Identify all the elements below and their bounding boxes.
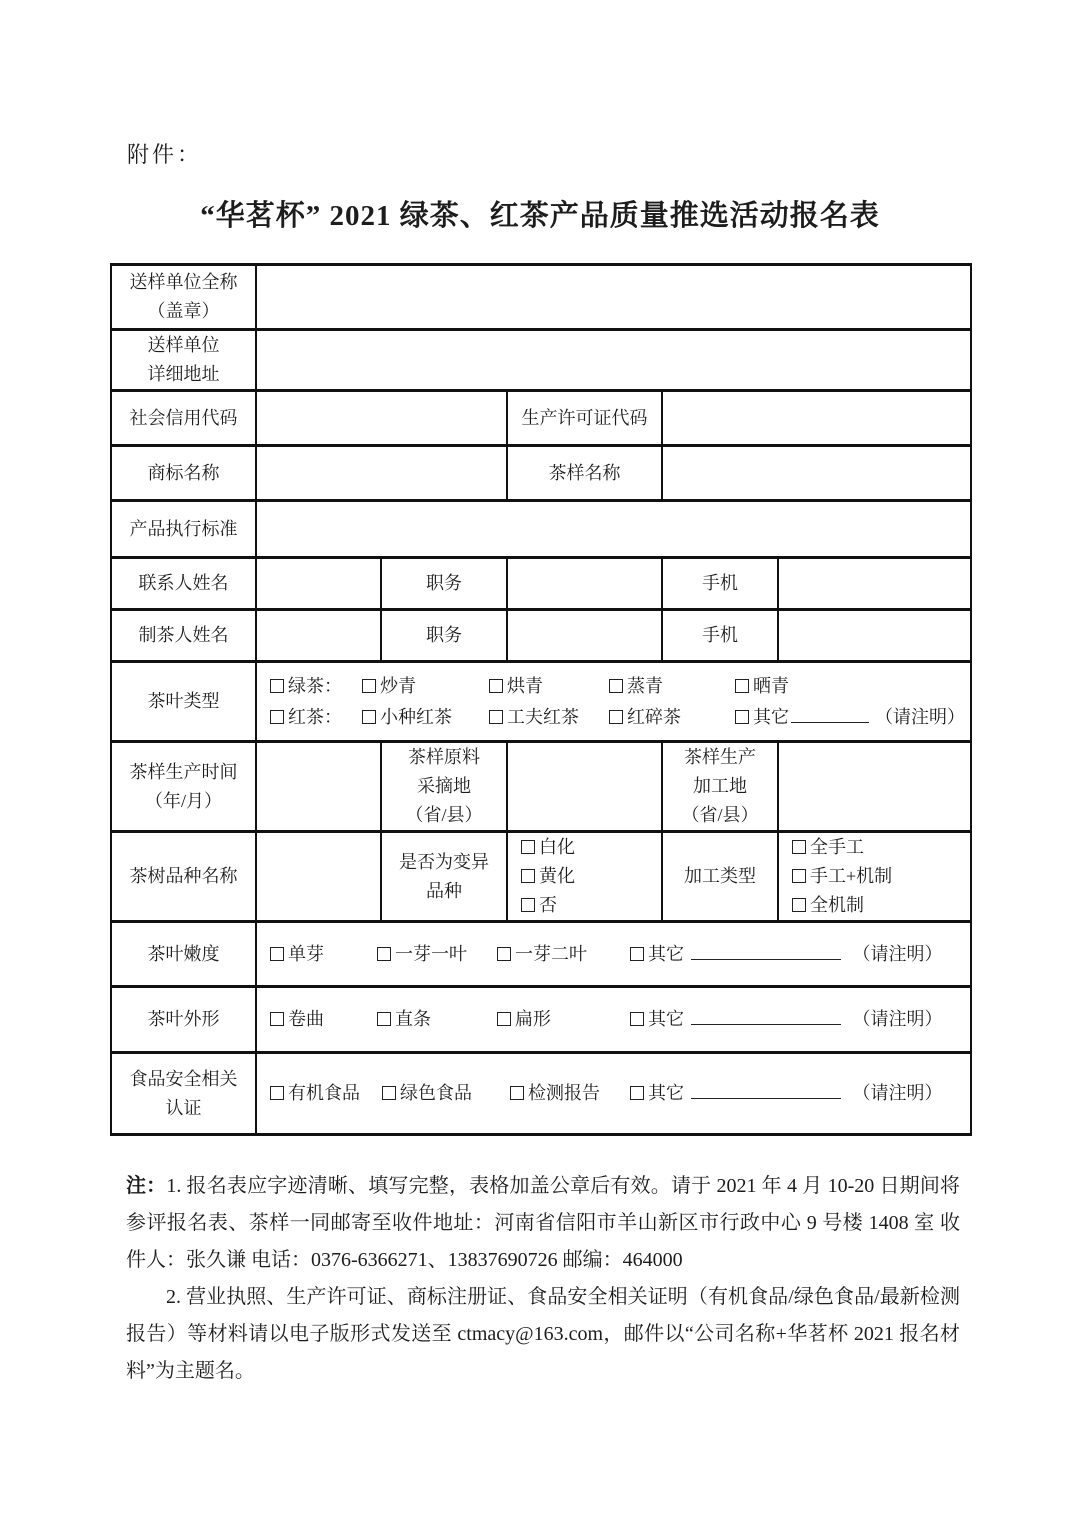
please-specify-label: （请注明） (852, 1009, 943, 1029)
product-standard-input[interactable] (256, 501, 971, 558)
product-standard-label: 产品执行标准 (111, 501, 256, 558)
sample-name-input[interactable] (662, 446, 971, 501)
note-1-text: 1. 报名表应字迹清晰、填写完整，表格加盖公章后有效。请于 2021 年 4 月 10-20 日期间将参评报名表、茶样一同邮寄至收件地址：河南省信阳市羊山新区市行政中心 9 号楼 1408 室 收件人：张久谦 电话：0376-6366271、13837690726 邮编：464000 (126, 1175, 960, 1271)
registration-form-table (110, 263, 972, 1136)
maker-mobile-input[interactable] (778, 610, 971, 662)
variety-label: 茶树品种名称 (111, 832, 256, 922)
unit-name-label: 送样单位全称 （盖章） (111, 265, 256, 330)
checkbox-souchong[interactable]: 小种红茶 (362, 702, 489, 733)
row-unit-name (111, 265, 971, 330)
unit-name-input[interactable] (256, 265, 971, 330)
note-prefix: 注： (126, 1175, 167, 1197)
checkbox-icon (270, 679, 284, 693)
checkbox-tea-type-other[interactable]: 其它 (735, 707, 789, 727)
tea-type-label: 茶叶类型 (111, 662, 256, 742)
maker-name-input[interactable] (256, 610, 381, 662)
checkbox-icon (270, 1012, 284, 1026)
please-specify-label: （请注明） (852, 943, 943, 964)
checkbox-curly[interactable]: 卷曲 (270, 1005, 377, 1034)
checkbox-icon (362, 679, 376, 693)
maker-name-label: 制茶人姓名 (111, 610, 256, 662)
attachment-label: 附件： (127, 142, 203, 167)
harvest-place-label: 茶样原料 采摘地 （省/县） (381, 742, 507, 832)
production-time-label: 茶样生产时间 （年/月） (111, 742, 256, 832)
checkbox-icon (510, 1086, 524, 1100)
checkbox-broken[interactable]: 红碎茶 (609, 702, 735, 733)
tenderness-label: 茶叶嫩度 (111, 922, 256, 987)
row-names (111, 446, 971, 501)
checkbox-icon (792, 840, 806, 854)
credit-code-input[interactable] (256, 391, 507, 446)
checkbox-single-bud[interactable]: 单芽 (270, 940, 377, 969)
checkbox-sun-dried[interactable]: 晒青 (735, 671, 970, 702)
checkbox-icon (521, 898, 535, 912)
checkbox-icon (270, 1086, 284, 1100)
checkbox-certification-other[interactable]: 其它 (630, 1083, 684, 1103)
row-shape (111, 987, 971, 1053)
checkbox-icon (521, 869, 535, 883)
trademark-label: 商标名称 (111, 446, 256, 501)
tenderness-options (256, 922, 971, 987)
contact-mobile-label: 手机 (662, 558, 778, 610)
mutation-label: 是否为变异 品种 (381, 832, 507, 922)
checkbox-organic-food[interactable]: 有机食品 (270, 1079, 382, 1108)
tenderness-other-fill-line[interactable] (691, 955, 841, 960)
row-contact (111, 558, 971, 610)
contact-name-input[interactable] (256, 558, 381, 610)
mutation-options (507, 832, 662, 922)
checkbox-icon (735, 679, 749, 693)
checkbox-icon (521, 840, 535, 854)
certification-other-fill-line[interactable] (691, 1094, 841, 1099)
checkbox-flat[interactable]: 扁形 (497, 1005, 630, 1034)
contact-title-input[interactable] (507, 558, 662, 610)
checkbox-all-handmade[interactable]: 全手工 (792, 833, 970, 862)
checkbox-all-machine[interactable]: 全机制 (792, 891, 970, 920)
certification-options (256, 1053, 971, 1135)
license-code-label: 生产许可证代码 (507, 391, 662, 446)
checkbox-icon (362, 710, 376, 724)
checkbox-tenderness-other[interactable]: 其它 (630, 944, 684, 964)
note-2: 2. 营业执照、生产许可证、商标注册证、食品安全相关证明（有机食品/绿色食品/最新检测报告）等材料请以电子版形式发送至 ctmacy@163.com，邮件以“公司名称+华茗杯 2021 报名材料”为主题名。 (126, 1286, 960, 1382)
please-specify-label: （请注明） (852, 1083, 943, 1103)
production-time-input[interactable] (256, 742, 381, 832)
checkbox-icon (377, 947, 391, 961)
checkbox-icon (792, 869, 806, 883)
row-maker (111, 610, 971, 662)
unit-address-input[interactable] (256, 330, 971, 391)
row-tea-type (111, 662, 971, 742)
maker-title-input[interactable] (507, 610, 662, 662)
certification-label: 食品安全相关 认证 (111, 1053, 256, 1135)
checkbox-green-tea[interactable]: 绿茶： (270, 671, 362, 702)
contact-title-label: 职务 (381, 558, 507, 610)
checkbox-steamed[interactable]: 蒸青 (609, 671, 735, 702)
checkbox-icon (609, 710, 623, 724)
checkbox-black-tea[interactable]: 红茶： (270, 702, 362, 733)
maker-mobile-label: 手机 (662, 610, 778, 662)
credit-code-label: 社会信用代码 (111, 391, 256, 446)
note-1 (126, 1168, 960, 1279)
process-place-label: 茶样生产 加工地 （省/县） (662, 742, 778, 832)
shape-options (256, 987, 971, 1053)
row-codes (111, 391, 971, 446)
process-type-label: 加工类型 (662, 832, 778, 922)
please-specify-label: （请注明） (875, 706, 965, 727)
shape-label: 茶叶外形 (111, 987, 256, 1053)
checkbox-icon (630, 947, 644, 961)
checkbox-icon (270, 710, 284, 724)
tea-type-other-fill-line[interactable] (791, 718, 869, 723)
checkbox-one-bud-one-leaf[interactable]: 一芽一叶 (377, 940, 497, 969)
checkbox-icon (630, 1012, 644, 1026)
checkbox-shape-other[interactable]: 其它 (630, 1009, 684, 1029)
tea-type-options (256, 662, 971, 742)
checkbox-green-food[interactable]: 绿色食品 (382, 1079, 510, 1108)
shape-other-fill-line[interactable] (691, 1020, 841, 1025)
contact-mobile-input[interactable] (778, 558, 971, 610)
sample-name-label: 茶样名称 (507, 446, 662, 501)
process-type-options (778, 832, 971, 922)
license-code-input[interactable] (662, 391, 971, 446)
harvest-place-input[interactable] (507, 742, 662, 832)
row-variety (111, 832, 971, 922)
checkbox-straight[interactable]: 直条 (377, 1005, 497, 1034)
row-tenderness (111, 922, 971, 987)
checkbox-icon (497, 947, 511, 961)
unit-address-label: 送样单位 详细地址 (111, 330, 256, 391)
checkbox-icon (382, 1086, 396, 1100)
checkbox-not-mutated[interactable]: 否 (521, 891, 661, 920)
checkbox-baked[interactable]: 烘青 (489, 671, 609, 702)
page-title: “华茗杯” 2021 绿茶、红茶产品质量推选活动报名表 (200, 200, 880, 232)
row-production-places (111, 742, 971, 832)
variety-input[interactable] (256, 832, 381, 922)
checkbox-icon (792, 898, 806, 912)
checkbox-gongfu[interactable]: 工夫红茶 (489, 702, 609, 733)
trademark-input[interactable] (256, 446, 507, 501)
checkbox-yellowing[interactable]: 黄化 (521, 862, 661, 891)
checkbox-icon (735, 710, 749, 724)
checkbox-icon (489, 679, 503, 693)
row-product-standard (111, 501, 971, 558)
checkbox-test-report[interactable]: 检测报告 (510, 1079, 630, 1108)
row-unit-address (111, 330, 971, 391)
footnotes (126, 1168, 960, 1390)
maker-title-label: 职务 (381, 610, 507, 662)
process-place-input[interactable] (778, 742, 971, 832)
checkbox-icon (609, 679, 623, 693)
checkbox-icon (270, 947, 284, 961)
checkbox-pan-fired[interactable]: 炒青 (362, 671, 489, 702)
checkbox-icon (630, 1086, 644, 1100)
checkbox-hand-plus-machine[interactable]: 手工+机制 (792, 862, 970, 891)
checkbox-albino[interactable]: 白化 (521, 833, 661, 862)
contact-name-label: 联系人姓名 (111, 558, 256, 610)
checkbox-icon (489, 710, 503, 724)
checkbox-one-bud-two-leaf[interactable]: 一芽二叶 (497, 940, 630, 969)
checkbox-icon (497, 1012, 511, 1026)
row-certification (111, 1053, 971, 1135)
checkbox-icon (377, 1012, 391, 1026)
